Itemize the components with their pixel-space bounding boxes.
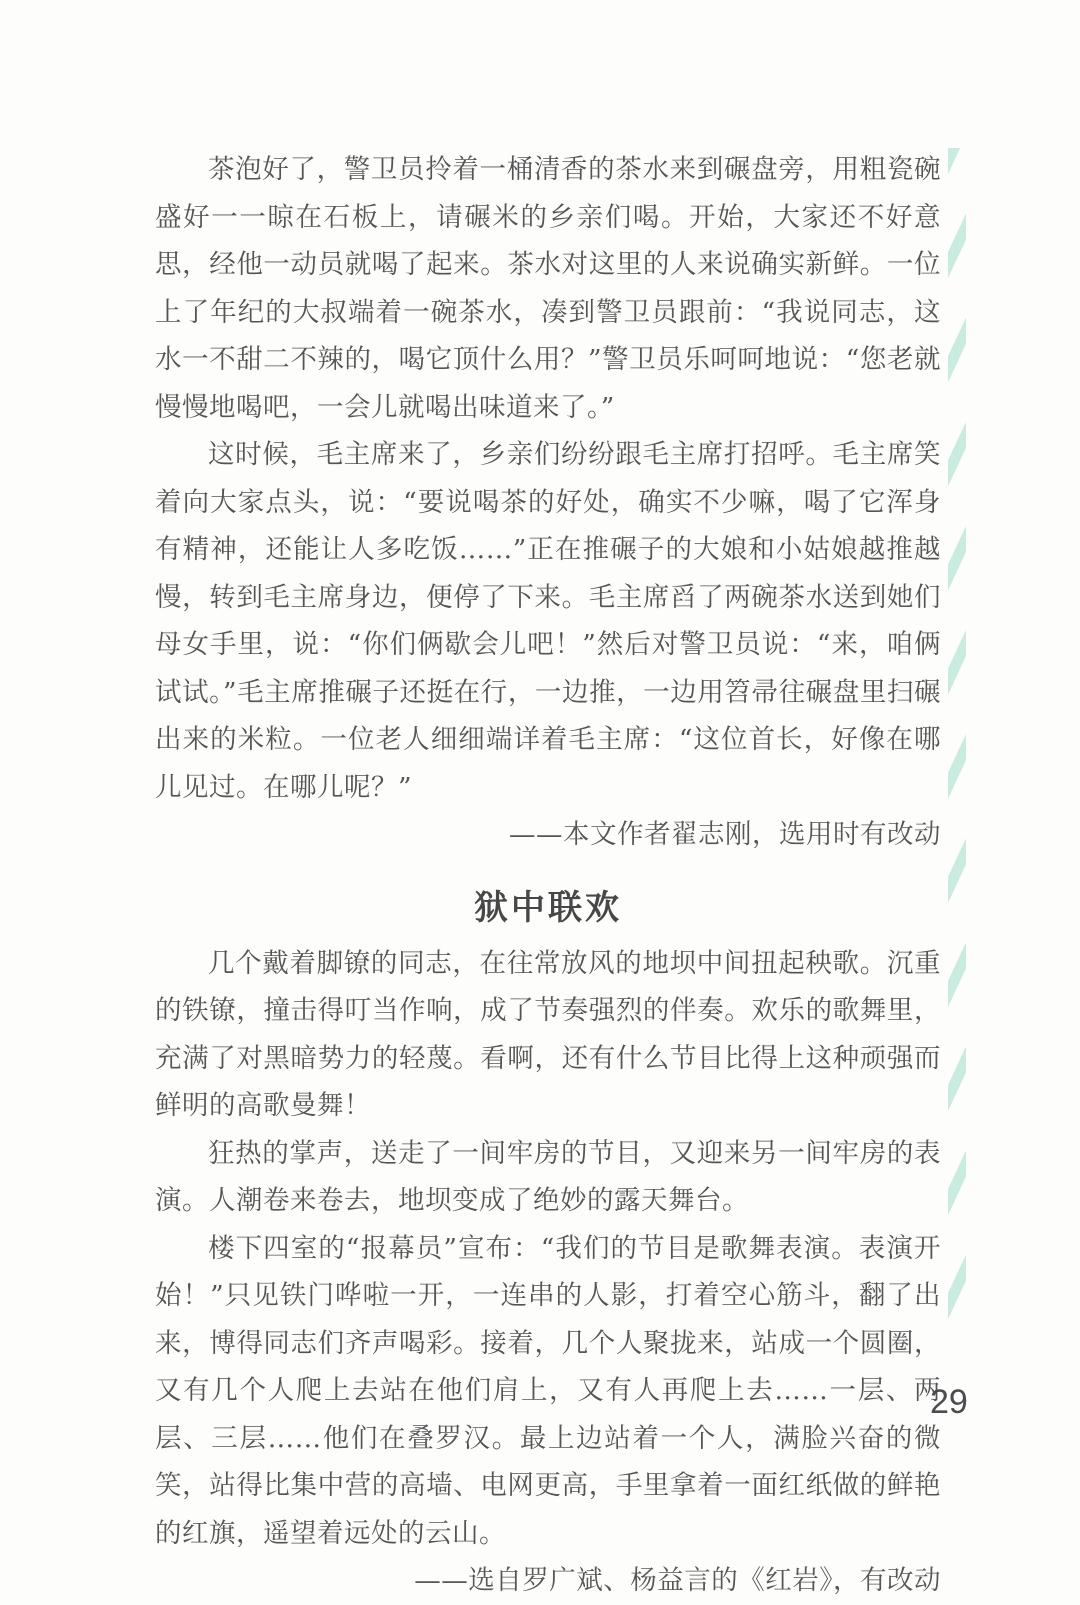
page-content bbox=[155, 146, 941, 1605]
paragraph: 狂热的掌声，送走了一间牢房的节目，又迎来另一间牢房的表演。人潮卷来卷去，地坝变成了绝妙的露天舞台。 bbox=[155, 1137, 941, 1216]
page-number: 29 bbox=[930, 1383, 968, 1421]
attribution-line: ——本文作者翟志刚，选用时有改动 bbox=[509, 819, 941, 850]
attribution-line: ——选自罗广斌、杨益言的《红岩》，有改动 bbox=[414, 1565, 941, 1596]
paragraph: 这时候，毛主席来了，乡亲们纷纷跟毛主席打招呼。毛主席笑着向大家点头，说：“要说喝茶的好处，确实不少嘛，喝了它浑身有精神，还能让人多吃饭……”正在推碾子的大娘和小姑娘越推越慢，转到毛主席身边，便停了下来。毛主席舀了两碗茶水送到她们母女手里，说：“你们俩歇会儿吧！”然后对警卫员说：“来，咱俩试试。”毛主席推碾子还挺在行，一边推，一边用笤帚往碾盘里扫碾出来的米粒。一位老人细细端详着毛主席：“这位首长，好像在哪儿见过。在哪儿呢？” bbox=[155, 439, 941, 803]
passage-title: 狱中联欢 bbox=[474, 887, 622, 928]
passage-prison-celebration bbox=[155, 880, 941, 1605]
paragraph: 茶泡好了，警卫员拎着一桶清香的茶水来到碾盘旁，用粗瓷碗盛好一一晾在石板上，请碾米的乡亲们喝。开始，大家还不好意思，经他一动员就喝了起来。茶水对这里的人来说确实新鲜。一位上了年纪的大叔端着一碗茶水，凑到警卫员跟前：“我说同志，这水一不甜二不辣的，喝它顶什么用？”警卫员乐呵呵地说：“您老就慢慢地喝吧，一会儿就喝出味道来了。” bbox=[155, 154, 941, 423]
paragraph: 几个戴着脚镣的同志，在往常放风的地坝中间扭起秧歌。沉重的铁镣，撞击得叮当作响，成了节奏强烈的伴奏。欢乐的歌舞里，充满了对黑暗势力的轻蔑。看啊，还有什么节目比得上这种顽强而鲜明的高歌曼舞！ bbox=[155, 947, 941, 1121]
paragraph: 楼下四室的“报幕员”宣布：“我们的节目是歌舞表演。表演开始！”只见铁门哗啦一开，一连串的人影，打着空心筋斗，翻了出来，博得同志们齐声喝彩。接着，几个人聚拢来，站成一个圆圈，又有几个人爬上去站在他们肩上，又有人再爬上去……一层、两层、三层……他们在叠罗汉。最上边站着一个人，满脸兴奋的微笑，站得比集中营的高墙、电网更高，手里拿着一面红纸做的鲜艳的红旗，遥望着远处的云山。 bbox=[155, 1232, 941, 1549]
page-edge-decoration bbox=[948, 148, 966, 1338]
passage-tea-story bbox=[155, 146, 941, 859]
